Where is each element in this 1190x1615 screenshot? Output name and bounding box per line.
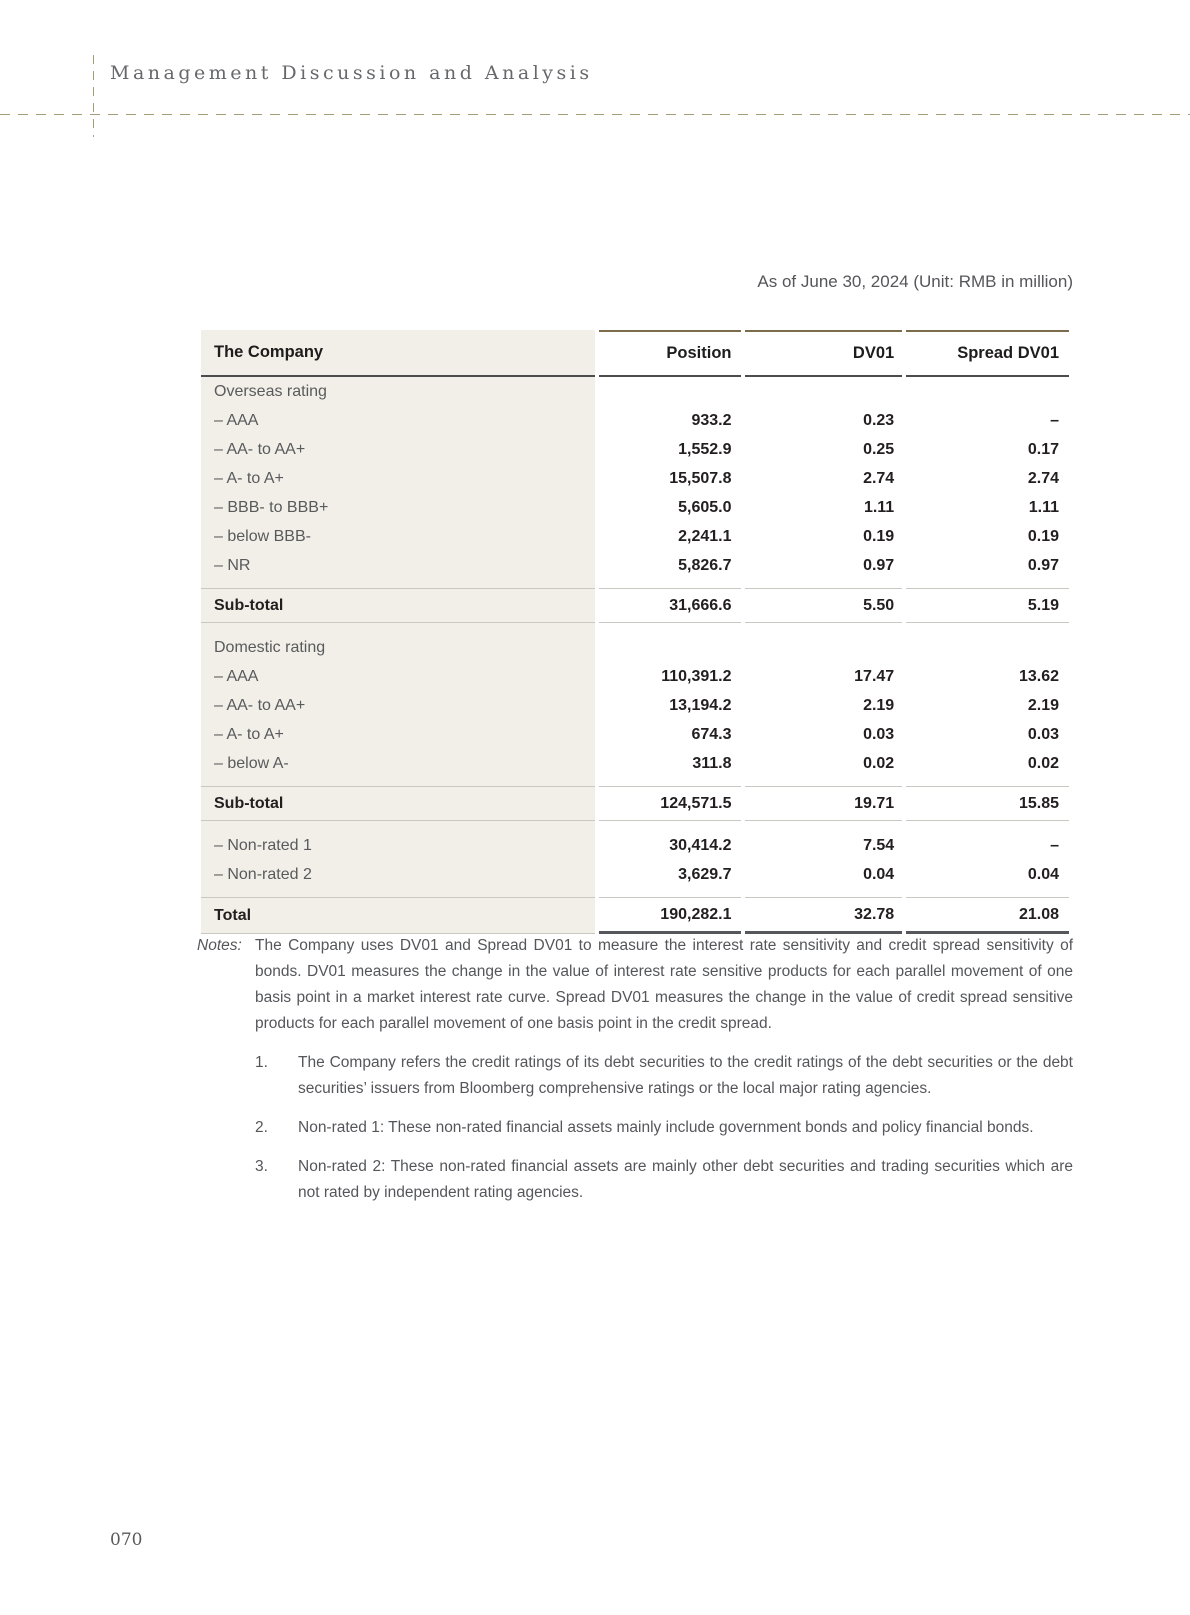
note-item-text: Non-rated 1: These non-rated financial assets mainly include government bonds and policy financial bonds. <box>298 1119 1034 1136</box>
row-label: – Non-rated 1 <box>201 821 595 860</box>
row-value-position: 13,194.2 <box>669 697 732 714</box>
row-label: Overseas rating <box>201 377 595 406</box>
row-value-position: 311.8 <box>692 755 732 772</box>
row-label: – below A- <box>201 749 595 786</box>
table-row <box>201 786 1069 821</box>
notes-section <box>197 933 1073 1206</box>
row-value-position: 2,241.1 <box>678 528 732 545</box>
row-value-spread-dv01: 21.08 <box>906 897 1069 934</box>
row-value-spread-dv01: – <box>1050 412 1059 429</box>
column-header-dv01: DV01 <box>745 330 902 377</box>
note-item <box>197 1154 1073 1206</box>
table-row <box>201 749 1069 786</box>
table-header-row <box>201 330 1069 377</box>
horizontal-dashed-rule <box>0 114 1190 115</box>
row-value-dv01: 0.03 <box>863 726 895 743</box>
row-value-position: 5,826.7 <box>678 557 732 574</box>
notes-label: Notes: <box>197 937 242 954</box>
row-value-dv01: 0.23 <box>863 412 895 429</box>
row-value-spread-dv01: 1.11 <box>1028 499 1059 516</box>
row-label: Total <box>201 897 595 934</box>
row-value-spread-dv01 <box>906 623 1069 662</box>
row-value-position: 110,391.2 <box>661 668 732 685</box>
row-value-position: 31,666.6 <box>599 588 742 623</box>
row-value-spread-dv01: 0.03 <box>1027 726 1059 743</box>
table-row <box>201 406 1069 435</box>
page-number: 070 <box>110 1530 143 1550</box>
row-value-position: 1,552.9 <box>678 441 732 458</box>
row-value-position: 933.2 <box>691 412 732 429</box>
note-item-number: 1. <box>255 1054 268 1071</box>
row-label: – AAA <box>201 406 595 435</box>
row-label: – AA- to AA+ <box>201 691 595 720</box>
row-value-spread-dv01: 5.19 <box>906 588 1069 623</box>
table-row <box>201 821 1069 860</box>
column-header-company: The Company <box>201 330 595 377</box>
table-row <box>201 522 1069 551</box>
row-label: – A- to A+ <box>201 720 595 749</box>
row-value-dv01: 0.97 <box>863 557 895 574</box>
row-value-dv01: 7.54 <box>863 837 895 854</box>
vertical-dashed-rule <box>93 55 94 137</box>
row-label: Sub-total <box>201 786 595 821</box>
row-label: Sub-total <box>201 588 595 623</box>
note-item-number: 3. <box>255 1158 268 1175</box>
row-value-spread-dv01: 0.02 <box>1027 755 1059 772</box>
table-row <box>201 691 1069 720</box>
row-value-position: 674.3 <box>691 726 732 743</box>
row-label: – A- to A+ <box>201 464 595 493</box>
row-value-dv01 <box>745 623 902 662</box>
row-value-dv01: 2.74 <box>863 470 895 487</box>
row-value-position: 190,282.1 <box>599 897 742 934</box>
table-row <box>201 897 1069 934</box>
note-item <box>197 1050 1073 1102</box>
row-value-spread-dv01 <box>906 377 1069 406</box>
note-item-text: Non-rated 2: These non-rated financial assets are mainly other debt securities and trading securities which are not rated by independent rating agencies. <box>298 1158 1073 1201</box>
ratings-table <box>197 330 1073 934</box>
note-item <box>197 1115 1073 1141</box>
note-item-number: 2. <box>255 1119 268 1136</box>
table-row <box>201 662 1069 691</box>
row-value-spread-dv01: 0.17 <box>1027 441 1059 458</box>
row-value-position: 5,605.0 <box>678 499 732 516</box>
row-value-spread-dv01: 2.74 <box>1027 470 1059 487</box>
row-value-dv01: 19.71 <box>745 786 902 821</box>
row-value-position: 124,571.5 <box>599 786 742 821</box>
table-row <box>201 720 1069 749</box>
row-value-position: 3,629.7 <box>678 866 732 883</box>
table-row <box>201 464 1069 493</box>
row-value-position: 15,507.8 <box>669 470 732 487</box>
row-value-dv01: 17.47 <box>854 668 895 685</box>
row-value-dv01: 5.50 <box>745 588 902 623</box>
row-value-dv01: 0.19 <box>863 528 895 545</box>
row-value-position <box>599 377 742 406</box>
row-value-dv01: 1.11 <box>863 499 895 516</box>
row-value-spread-dv01: 0.19 <box>1027 528 1059 545</box>
row-label: – BBB- to BBB+ <box>201 493 595 522</box>
row-value-spread-dv01: 0.97 <box>1027 557 1059 574</box>
row-value-spread-dv01: – <box>1050 837 1059 854</box>
table-caption: As of June 30, 2024 (Unit: RMB in million) <box>757 272 1073 291</box>
note-item-text: The Company refers the credit ratings of its debt securities to the credit ratings of the debt securities or the debt securities’ issuers from Bloomberg comprehensive ratings or the local major rating agencies. <box>298 1054 1073 1097</box>
row-label: Domestic rating <box>201 623 595 662</box>
row-label: – AA- to AA+ <box>201 435 595 464</box>
row-value-position <box>599 623 742 662</box>
table-row <box>201 860 1069 897</box>
row-value-spread-dv01: 13.62 <box>1018 668 1059 685</box>
row-label: – below BBB- <box>201 522 595 551</box>
table-row <box>201 623 1069 662</box>
row-value-dv01: 32.78 <box>745 897 902 934</box>
column-header-spread-dv01: Spread DV01 <box>906 330 1069 377</box>
table-row <box>201 435 1069 464</box>
row-value-spread-dv01: 15.85 <box>906 786 1069 821</box>
row-value-dv01: 2.19 <box>863 697 895 714</box>
row-label: – AAA <box>201 662 595 691</box>
row-value-spread-dv01: 0.04 <box>1027 866 1059 883</box>
table-row <box>201 377 1069 406</box>
page-title: Management Discussion and Analysis <box>110 62 593 84</box>
column-header-position: Position <box>599 330 742 377</box>
table-row <box>201 588 1069 623</box>
row-value-dv01: 0.04 <box>863 866 895 883</box>
row-value-dv01 <box>745 377 902 406</box>
row-value-position: 30,414.2 <box>669 837 732 854</box>
row-label: – NR <box>201 551 595 588</box>
table-row <box>201 551 1069 588</box>
row-value-dv01: 0.25 <box>863 441 895 458</box>
row-value-dv01: 0.02 <box>863 755 895 772</box>
row-label: – Non-rated 2 <box>201 860 595 897</box>
notes-intro-text: The Company uses DV01 and Spread DV01 to measure the interest rate sensitivity and credit spread sensitivity of bonds. DV01 measures the change in the value of interest rate sensitive products for each parallel movement of one basis point in a market interest rate curve. Spread DV01 measures the change in the value of credit spread sensitive products for each parallel movement of one basis point in the credit spread. <box>255 937 1073 1032</box>
table-row <box>201 493 1069 522</box>
row-value-spread-dv01: 2.19 <box>1027 697 1059 714</box>
